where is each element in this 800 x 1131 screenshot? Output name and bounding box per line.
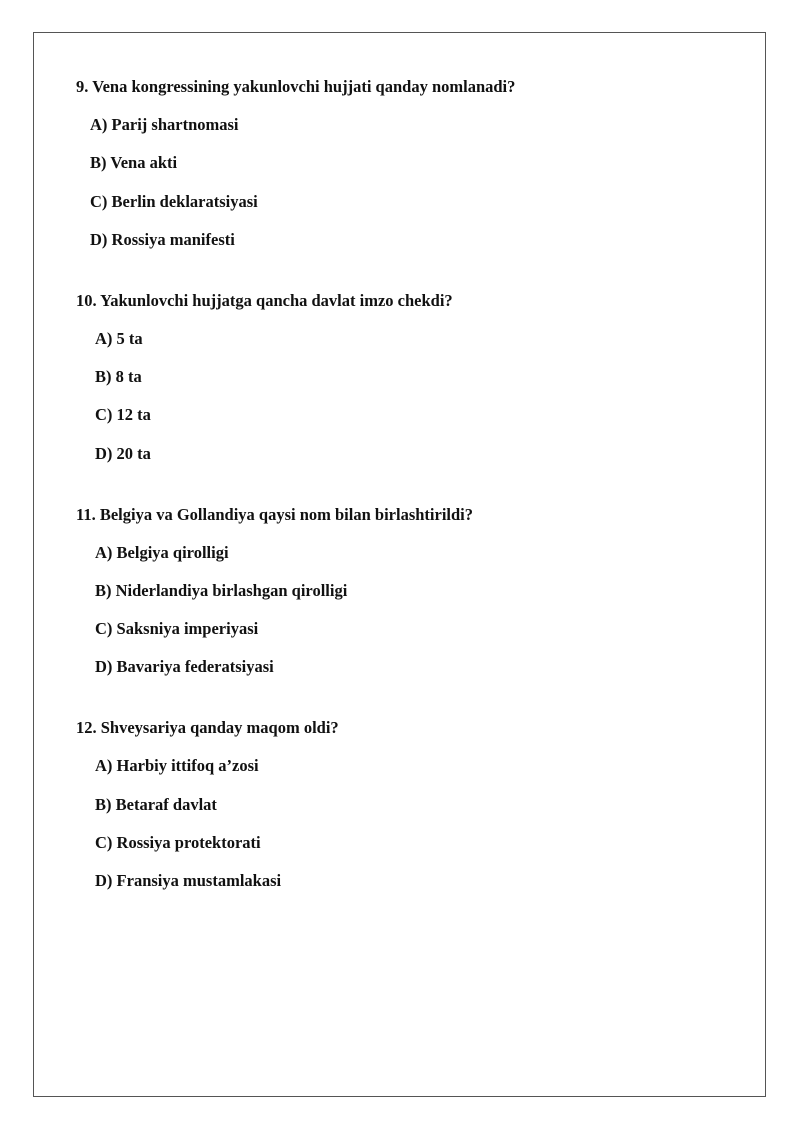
option-letter: A) bbox=[95, 756, 113, 776]
question-9 bbox=[76, 76, 736, 251]
option-text: Berlin deklaratsiyasi bbox=[111, 191, 258, 211]
option-a[interactable] bbox=[76, 755, 736, 777]
option-text: Betaraf davlat bbox=[115, 794, 217, 814]
option-d[interactable] bbox=[76, 443, 736, 465]
option-text: Harbiy ittifoq a’zosi bbox=[116, 756, 259, 776]
option-text: Rossiya protektorati bbox=[116, 832, 261, 852]
question-prompt: Belgiya va Gollandiya qaysi nom bilan birlashtirildi? bbox=[99, 504, 474, 524]
option-c[interactable] bbox=[76, 404, 736, 426]
option-text: Parij shartnomasi bbox=[111, 115, 239, 135]
question-text bbox=[76, 717, 736, 739]
option-d[interactable] bbox=[76, 656, 736, 678]
question-number: 10. bbox=[76, 290, 97, 310]
option-letter: C) bbox=[90, 191, 108, 211]
option-b[interactable] bbox=[76, 152, 736, 174]
option-text: Niderlandiya birlashgan qirolligi bbox=[115, 580, 348, 600]
option-text: 20 ta bbox=[116, 443, 151, 463]
question-text bbox=[76, 290, 736, 312]
question-text bbox=[76, 504, 736, 526]
option-c[interactable] bbox=[76, 618, 736, 640]
option-letter: B) bbox=[95, 580, 112, 600]
option-text: Bavariya federatsiyasi bbox=[116, 657, 274, 677]
question-number: 9. bbox=[76, 77, 89, 96]
option-letter: D) bbox=[95, 871, 113, 890]
option-letter: D) bbox=[95, 657, 113, 677]
option-letter: C) bbox=[95, 619, 113, 639]
option-c[interactable] bbox=[76, 191, 736, 213]
option-d[interactable] bbox=[76, 229, 736, 251]
question-prompt: Shveysariya qanday maqom oldi? bbox=[100, 718, 339, 738]
option-letter: D) bbox=[90, 229, 108, 249]
question-10 bbox=[76, 290, 736, 465]
option-text: Belgiya qirolligi bbox=[116, 542, 229, 562]
option-text: 8 ta bbox=[115, 367, 142, 387]
option-letter: B) bbox=[95, 367, 112, 387]
quiz-content bbox=[76, 76, 736, 931]
question-text bbox=[76, 76, 736, 98]
answer-options bbox=[76, 542, 736, 679]
question-number: 12. bbox=[76, 718, 97, 738]
option-letter: C) bbox=[95, 405, 113, 425]
option-letter: D) bbox=[95, 443, 113, 463]
option-letter: C) bbox=[95, 832, 113, 852]
answer-options bbox=[76, 755, 736, 892]
option-text: 12 ta bbox=[116, 405, 151, 425]
option-a[interactable] bbox=[76, 542, 736, 564]
option-c[interactable] bbox=[76, 832, 736, 854]
option-letter: A) bbox=[95, 542, 113, 562]
option-b[interactable] bbox=[76, 580, 736, 602]
option-letter: A) bbox=[90, 115, 108, 135]
option-letter: A) bbox=[95, 328, 113, 348]
option-b[interactable] bbox=[76, 366, 736, 388]
option-letter: B) bbox=[95, 794, 112, 814]
answer-options bbox=[76, 328, 736, 465]
option-text: Rossiya manifesti bbox=[111, 229, 235, 249]
question-number: 11. bbox=[76, 504, 96, 524]
question-prompt: Yakunlovchi hujjatga qancha davlat imzo chekdi? bbox=[100, 290, 453, 310]
option-text: Saksniya imperiyasi bbox=[116, 619, 259, 639]
question-11 bbox=[76, 504, 736, 679]
option-a[interactable] bbox=[76, 114, 736, 136]
option-d[interactable] bbox=[76, 870, 736, 892]
question-prompt: Vena kongressining yakunlovchi hujjati qanday nomlanadi? bbox=[92, 77, 516, 96]
option-text: Vena akti bbox=[110, 153, 178, 173]
option-text: Fransiya mustamlakasi bbox=[116, 871, 282, 890]
option-letter: B) bbox=[90, 153, 107, 173]
option-text: 5 ta bbox=[116, 328, 143, 348]
question-12 bbox=[76, 717, 736, 892]
option-b[interactable] bbox=[76, 794, 736, 816]
option-a[interactable] bbox=[76, 328, 736, 350]
answer-options bbox=[76, 114, 736, 251]
